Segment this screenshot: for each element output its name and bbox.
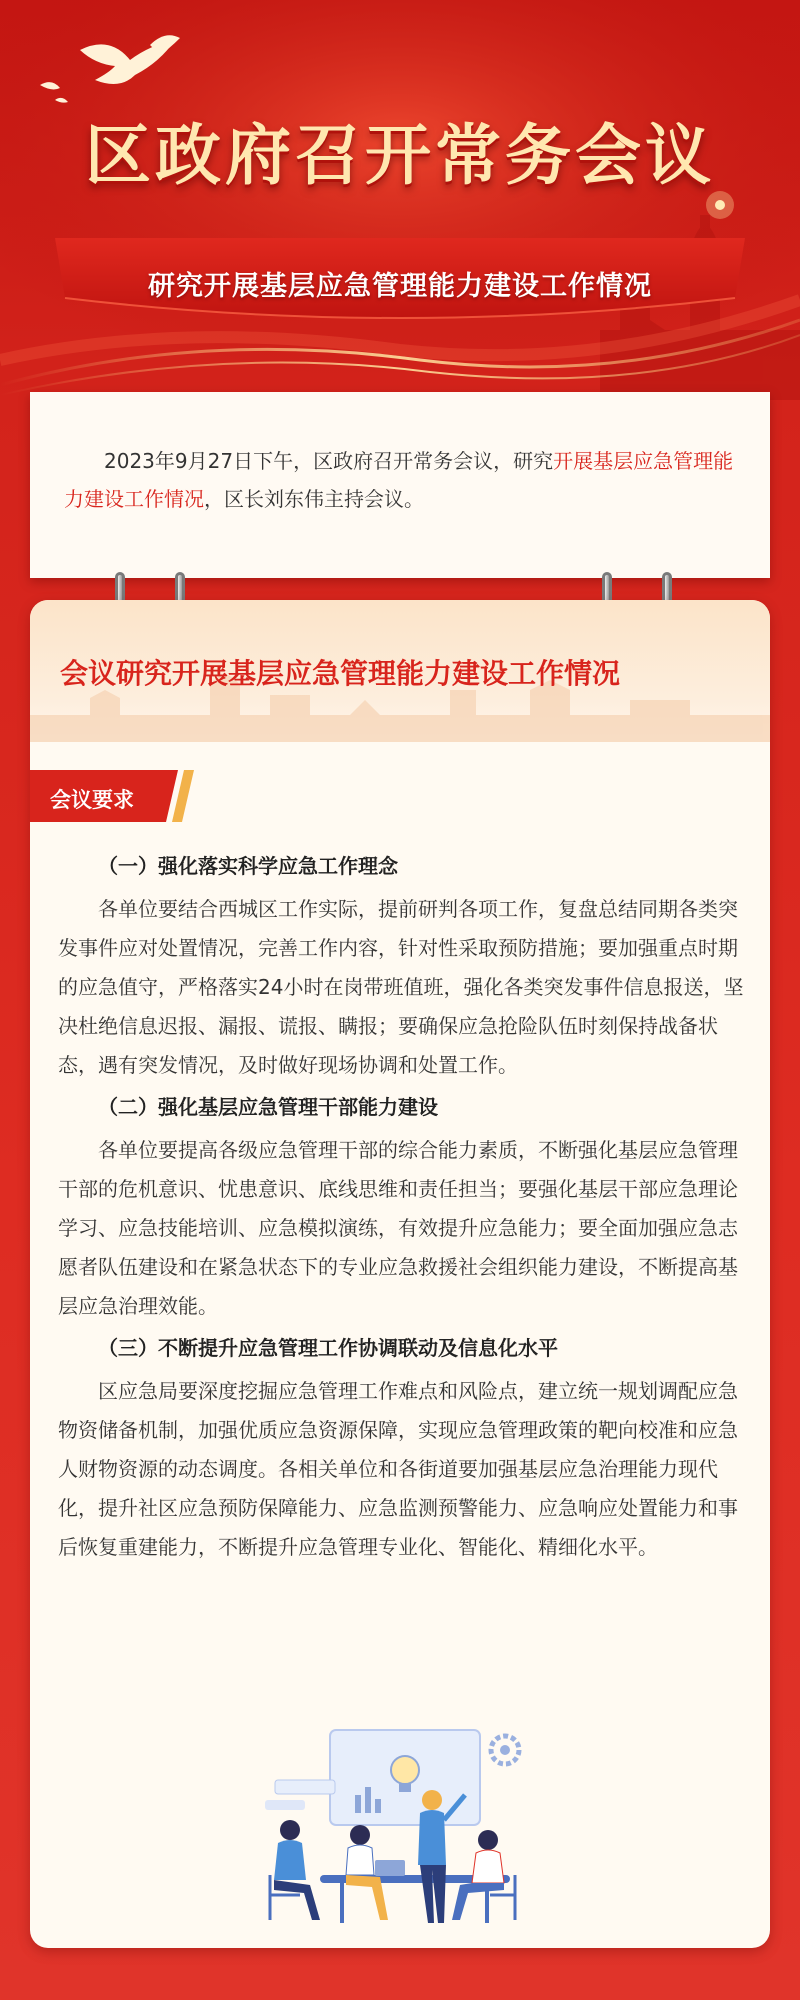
section-heading: （二）强化基层应急管理干部能力建设: [98, 1095, 438, 1119]
main-card: [30, 600, 770, 1948]
section-body: 各单位要提高各级应急管理干部的综合能力素质，不断强化基层应急管理干部的危机意识、忧患意识、底线思维和责任担当；要强化基层干部应急理论学习、应急技能培训、应急模拟演练，有效提升应急能力；要全面加强应急志愿者队伍建设和在紧急状态下的专业应急救援社会组织能力建设，不断提高基层应急治理效能。: [58, 1138, 738, 1318]
card-title: 会议研究开展基层应急管理能力建设工作情况: [60, 657, 621, 690]
intro-paragraph: [64, 442, 750, 518]
header-decoration: [0, 0, 800, 400]
intro-highlight: 开展基层应急管理能力建设工作情况: [64, 449, 734, 511]
page-title: 区政府召开常务会议: [85, 117, 715, 194]
section-body: 区应急局要深度挖掘应急管理工作难点和风险点，建立统一规划调配应急物资储备机制，加强优质应急资源保障，实现应急管理政策的靶向校准和应急人财物资源的动态调度。各相关单位和各街道要加强基层应急治理能力现代化，提升社区应急预防保障能力、应急监测预警能力、应急响应处置能力和事后恢复重建能力，不断提升应急管理专业化、智能化、精细化水平。: [58, 1379, 738, 1559]
intro-card: [30, 392, 770, 578]
page-subtitle: 研究开展基层应急管理能力建设工作情况: [148, 271, 652, 302]
header: [0, 0, 800, 400]
requirements-content: [58, 850, 746, 1573]
section-body: 各单位要结合西城区工作实际，提前研判各项工作，复盘总结同期各类突发事件应对处置情况，完善工作内容，针对性采取预防措施；要加强重点时期的应急值守，严格落实24小时在岗带班值班，强化各类突发事件信息报送，坚决杜绝信息迟报、漏报、谎报、瞒报；要确保应急抢险队伍时刻保持战备状态，遇有突发情况，及时做好现场协调和处置工作。: [58, 897, 744, 1077]
intro-text-after: ，区长刘东伟主持会议。: [204, 487, 424, 511]
card-header: [30, 600, 770, 742]
section-heading: （三）不断提升应急管理工作协调联动及信息化水平: [98, 1336, 558, 1360]
intro-text-before: 2023年9月27日下午，区政府召开常务会议，研究: [104, 449, 554, 473]
section-tag-label: 会议要求: [50, 788, 134, 812]
meeting-illustration: [260, 1725, 560, 1925]
section-heading: （一）强化落实科学应急工作理念: [98, 854, 398, 878]
